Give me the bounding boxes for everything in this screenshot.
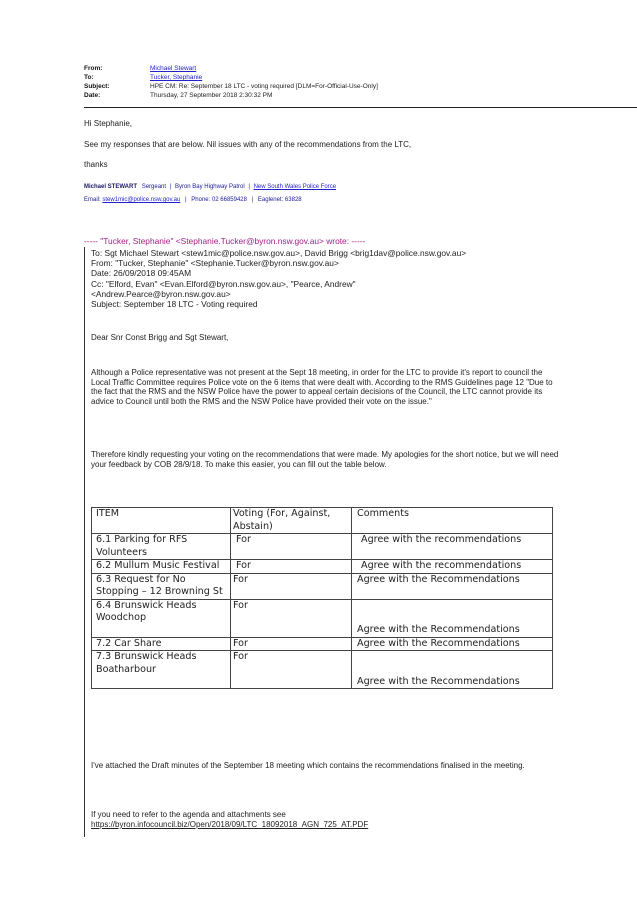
header-item: ITEM	[92, 508, 231, 534]
row-vote: For	[231, 560, 352, 574]
row-comment: Agree with the Recommendations	[352, 599, 553, 637]
subject-value: HPE CM: Re: September 18 LTC - voting required [DLM=For-Official-Use-Only]	[150, 83, 378, 90]
header-voting: Voting (For, Against, Abstain)	[231, 508, 352, 534]
row-vote: For	[231, 637, 352, 651]
signature-org-link[interactable]: New South Wales Police Force	[253, 184, 337, 190]
eaglenet: Eaglenet: 63828	[257, 197, 302, 203]
quoted-intro: ----- "Tucker, Stephanie" <Stephanie.Tucker@byron.nsw.gov.au> wrote: -----	[84, 236, 366, 246]
signature-line: Michael STEWART Sergeant | Byron Bay Highway Patrol | New South Wales Police Force	[84, 184, 337, 190]
table-row	[92, 534, 553, 560]
quoted-subject: Subject: September 18 LTC - Voting required	[91, 299, 258, 309]
quote-bar	[84, 247, 85, 837]
table-row	[92, 560, 553, 574]
to-label: To:	[84, 74, 94, 81]
paragraph-3: I've attached the Draft minutes of the September 18 meeting which contains the recommendations finalised in the meeting.	[91, 761, 525, 770]
row-comment: Agree with the recommendations	[352, 560, 553, 574]
row-comment: Agree with the Recommendations	[352, 651, 553, 689]
date-label: Date:	[84, 92, 101, 99]
header-divider	[84, 107, 637, 108]
from-value[interactable]: Michael Stewart	[150, 65, 197, 72]
quoted-date: Date: 26/09/2018 09:45AM	[91, 268, 192, 278]
reply-line: See my responses that are below. Nil issues with any of the recommendations from the LTC,	[84, 140, 412, 149]
paragraph-4: If you need to refer to the agenda and attachments see	[91, 810, 286, 819]
subject-label: Subject:	[84, 83, 110, 90]
row-item: 6.2 Mullum Music Festival	[92, 560, 231, 574]
paragraph-2: Therefore kindly requesting your voting on the recommendations that were made. My apologies for the short notice, but we will need your feedback by COB 28/9/18. To make this easier, you can fill out the table below.	[91, 450, 559, 469]
salutation: Dear Snr Const Brigg and Sgt Stewart,	[91, 333, 229, 342]
row-item: 7.2 Car Share	[92, 637, 231, 651]
signature-name: Michael STEWART	[84, 184, 138, 190]
quoted-cc: Cc: "Elford, Evan" <Evan.Elford@byron.nsw.gov.au>, "Pearce, Andrew"	[91, 279, 356, 289]
email-label: Email:	[84, 197, 101, 203]
row-comment: Agree with the Recommendations	[352, 637, 553, 651]
quoted-from: From: "Tucker, Stephanie" <Stephanie.Tucker@byron.nsw.gov.au>	[91, 258, 339, 268]
table-row	[92, 637, 553, 651]
phone: Phone: 02 66859428	[191, 197, 247, 203]
signature-rank: Sergeant	[141, 184, 167, 190]
header-comments: Comments	[352, 508, 553, 534]
row-item: 6.3 Request for No Stopping – 12 Browning St	[92, 573, 231, 599]
quoted-to: To: Sgt Michael Stewart <stew1mic@police.nsw.gov.au>, David Brigg <brig1dav@police.nsw.gov.au>	[91, 248, 467, 258]
signature-contact: Email: stew1mic@police.nsw.gov.au | Phone: 02 66859428 | Eaglenet: 63828	[84, 197, 302, 203]
paragraph-1: Although a Police representative was not present at the Sept 18 meeting, in order for the LTC to provide it's report to council the Local Traffic Committee requires Police vote on the 6 items that were dealt with. According to the RMS Guidelines page 12 "Due to the fact that the RMS and the NSW Police have the power to appeal certain decisions of the Council, the LTC cannot provide its advice to Council until both the RMS and the NSW Police have provided their vote on the issue."	[91, 368, 553, 406]
to-value[interactable]: Tucker, Stephanie	[150, 74, 203, 81]
table-row	[92, 599, 553, 637]
table-header-row	[92, 508, 553, 534]
row-item: 7.3 Brunswick Heads Boatharbour	[92, 651, 231, 689]
email-link[interactable]: stew1mic@police.nsw.gov.au	[102, 197, 181, 203]
quoted-cc-2: <Andrew.Pearce@byron.nsw.gov.au>	[91, 289, 231, 299]
greeting: Hi Stephanie,	[84, 119, 133, 128]
row-item: 6.4 Brunswick Heads Woodchop	[92, 599, 231, 637]
row-vote: For	[231, 534, 352, 560]
row-vote: For	[231, 599, 352, 637]
table-row	[92, 651, 553, 689]
date-value: Thursday, 27 September 2018 2:30:32 PM	[150, 92, 273, 99]
row-comment: Agree with the Recommendations	[352, 573, 553, 599]
row-vote: For	[231, 651, 352, 689]
signature-unit: Byron Bay Highway Patrol	[174, 184, 245, 190]
row-vote: For	[231, 573, 352, 599]
agenda-link[interactable]: https://byron.infocouncil.biz/Open/2018/09/LTC_18092018_AGN_725_AT.PDF	[91, 820, 369, 829]
thanks: thanks	[84, 160, 108, 169]
voting-table	[91, 507, 553, 689]
row-comment: Agree with the recommendations	[352, 534, 553, 560]
from-label: From:	[84, 65, 103, 72]
row-item: 6.1 Parking for RFS Volunteers	[92, 534, 231, 560]
table-row	[92, 573, 553, 599]
